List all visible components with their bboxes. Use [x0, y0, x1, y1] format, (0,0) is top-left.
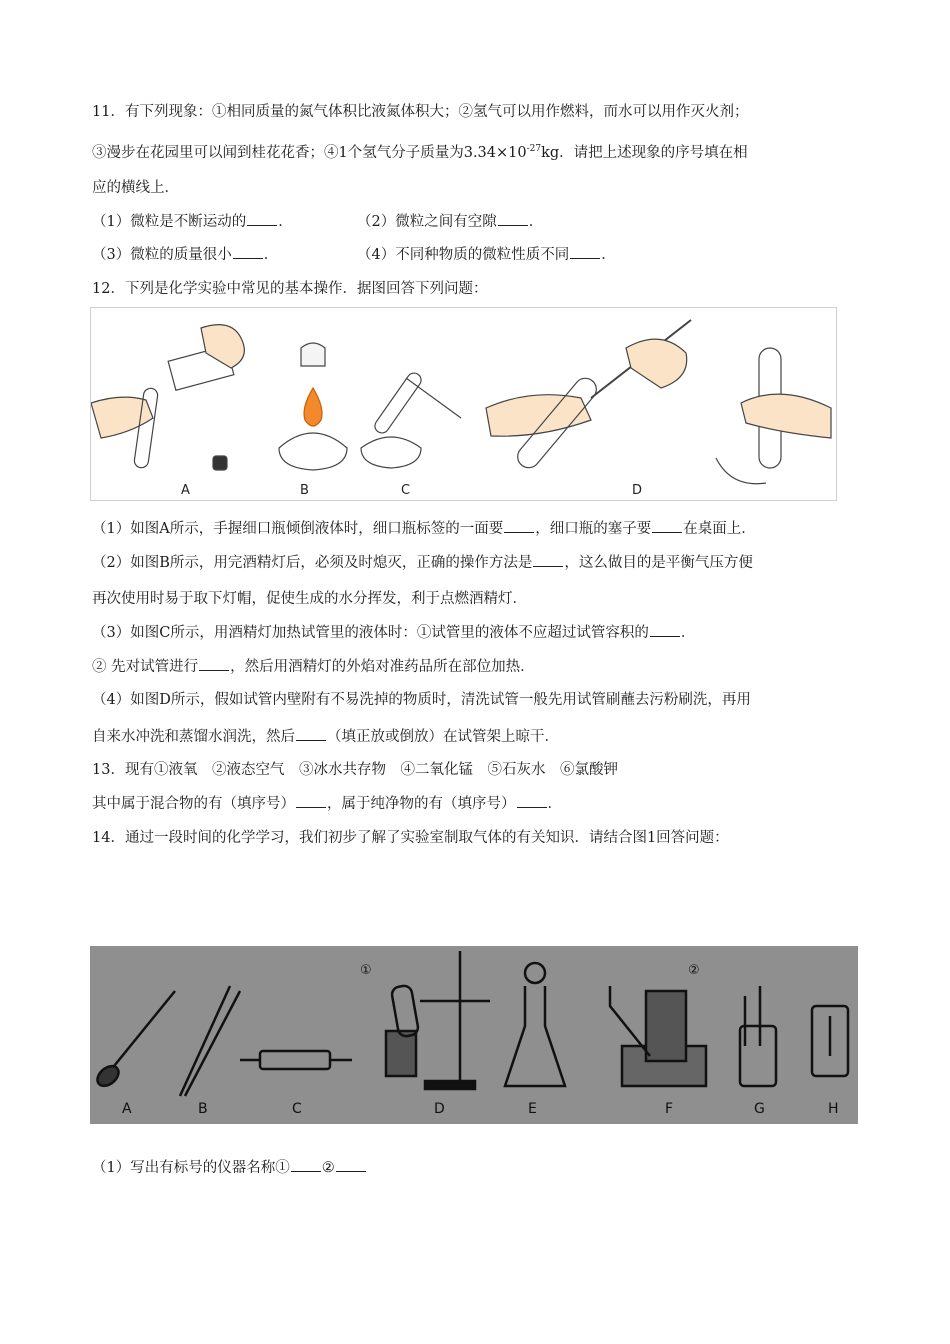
flame-icon: [304, 388, 322, 426]
answer-blank[interactable]: [570, 244, 600, 259]
q12-sub4-cont: [92, 726, 559, 747]
q11-line2-text-end: kg．请把上述现象的序号填在相: [541, 145, 748, 161]
q11-part2-end: ．: [528, 214, 544, 230]
q12-sub2-text-end: ，这么做目的是平衡气压方便: [564, 555, 753, 571]
answer-blank[interactable]: [296, 726, 326, 741]
q12-sub3-end: ．: [680, 625, 696, 641]
lab-operations-illustration: [91, 308, 836, 500]
q11-part1-end: ．: [278, 214, 293, 230]
hand-icon: [626, 339, 687, 388]
q11-part2-text: （2）微粒之间有空隙: [357, 214, 497, 230]
q12-sub3-cont: [92, 656, 535, 677]
test-tube-icon: [391, 985, 419, 1038]
figure-label: D: [632, 483, 643, 498]
answer-blank[interactable]: [504, 518, 534, 533]
answer-blank[interactable]: [233, 244, 263, 259]
q11-line3: 应的横线上．: [92, 180, 179, 196]
answer-blank[interactable]: [247, 211, 277, 226]
q12-sub1-text: （1）如图A所示，手握细口瓶倾倒液体时，细口瓶标签的一面要: [92, 521, 504, 537]
q11-part4: [357, 244, 616, 265]
q13-line2: [92, 793, 562, 814]
figure-label: E: [528, 1101, 537, 1117]
q14-sub1: [92, 1157, 367, 1178]
spoon-icon: [110, 991, 175, 1071]
alcohol-lamp-icon: [386, 1031, 416, 1076]
q12-sub3-text: （3）如图C所示，用酒精灯加热试管里的液体时：①试管里的液体不应超过试管容积的: [92, 625, 649, 641]
figure-label: C: [401, 483, 411, 498]
figure-label: F: [665, 1101, 674, 1117]
syringe-icon: [260, 1051, 330, 1069]
answer-blank[interactable]: [336, 1157, 366, 1172]
q14-sub1-text: （1）写出有标号的仪器名称①: [92, 1160, 290, 1176]
q11-part4-text: （4）不同种物质的微粒性质不同: [357, 247, 570, 263]
q11-part4-end: ．: [601, 247, 616, 263]
q14-title: 14．通过一段时间的化学学习，我们初步了解了实验室制取气体的有关知识．请结合图1回答问题：: [92, 830, 729, 846]
q13-line2-text-mid: ，属于纯净物的有（填序号）: [327, 796, 516, 812]
alcohol-lamp-icon: [361, 437, 421, 468]
figure-label: B: [198, 1101, 208, 1117]
figure-label: G: [754, 1101, 765, 1117]
answer-blank[interactable]: [291, 1157, 321, 1172]
lab-operations-figure: [90, 307, 837, 501]
q12-sub2: [92, 552, 753, 573]
q14-sub1-text-mid: ②: [321, 1160, 335, 1176]
q12-sub1: [92, 518, 756, 539]
answer-blank[interactable]: [533, 552, 563, 567]
answer-blank[interactable]: [517, 793, 547, 808]
figure-label: H: [828, 1101, 839, 1117]
tweezers-icon: [180, 986, 240, 1096]
q11-line1: 11．有下列现象：①相同质量的氮气体积比液氮体积大；②氢气可以用作燃料，而水可以用作灭火剂；: [92, 104, 749, 120]
gas-jar-icon: [646, 991, 686, 1061]
hand-icon: [201, 325, 244, 368]
shake-arrow-icon: [716, 458, 766, 484]
answer-blank[interactable]: [498, 211, 528, 226]
q12-sub3-cont-end: ，然后用酒精灯的外焰对准药品所在部位加热．: [230, 659, 535, 675]
q12-sub2-cont: 再次使用时易于取下灯帽，促使生成的水分挥发，利于点燃酒精灯．: [92, 591, 527, 607]
tube-holder-icon: [406, 378, 461, 418]
q12-sub1-text-end: 在桌面上．: [683, 521, 756, 537]
answer-blank[interactable]: [652, 518, 682, 533]
q12-sub4: （4）如图D所示，假如试管内壁附有不易洗掉的物质时，清洗试管一般先用试管刷蘸去污粉刷洗，再用: [92, 692, 751, 708]
q12-sub2-text: （2）如图B所示，用完酒精灯后，必须及时熄灭，正确的操作方法是: [92, 555, 533, 571]
conical-flask-icon: [505, 986, 565, 1086]
q11-part1-text: （1）微粒是不断运动的: [92, 214, 247, 230]
q11-part1: [92, 211, 293, 232]
q11-part3-text: （3）微粒的质量很小: [92, 247, 232, 263]
figure-label: B: [300, 483, 309, 498]
answer-blank[interactable]: [296, 793, 326, 808]
q13-line2-end: ．: [547, 796, 562, 812]
lab-apparatus-illustration: [90, 946, 858, 1124]
apparatus-mark-2: ②: [688, 963, 700, 978]
lab-apparatus-figure: [90, 946, 858, 1124]
bottle-stopper-icon: [213, 456, 227, 470]
q12-title: 12．下列是化学实验中常见的基本操作．据图回答下列问题：: [92, 281, 488, 297]
q13-line2-text: 其中属于混合物的有（填序号）: [92, 796, 295, 812]
q12-sub4-text: 自来水冲洗和蒸馏水润洗，然后: [92, 729, 295, 745]
q11-part2: [357, 211, 543, 232]
answer-blank[interactable]: [650, 622, 680, 637]
q11-exponent: -27: [526, 144, 542, 154]
q11-part3-end: ．: [263, 247, 279, 263]
hand-icon: [91, 397, 153, 438]
figure-label: D: [434, 1101, 445, 1117]
hand-icon: [486, 395, 591, 437]
q12-sub3: [92, 622, 695, 643]
funnel-icon: [525, 963, 545, 983]
q11-line2: [92, 139, 748, 163]
q11-line2-text: ③漫步在花园里可以闻到桂花花香；④1个氢气分子质量为3.34×10: [92, 145, 527, 161]
hand-icon: [741, 394, 831, 438]
q12-sub3-cont-text: ② 先对试管进行: [92, 659, 199, 675]
q11-part3: [92, 244, 278, 265]
q12-sub4-end: （填正放或倒放）在试管架上晾干．: [327, 729, 559, 745]
q13-line1: 13．现有①液氧 ②液态空气 ③冰水共存物 ④二氧化锰 ⑤石灰水 ⑥氯酸钾: [92, 762, 618, 778]
lamp-cap-icon: [301, 343, 325, 366]
apparatus-mark-1: ①: [360, 963, 372, 978]
figure-label: C: [292, 1101, 302, 1117]
answer-blank[interactable]: [199, 656, 229, 671]
figure-label: A: [181, 483, 190, 498]
figure-label: A: [122, 1101, 132, 1117]
q12-sub1-text-mid: ，细口瓶的塞子要: [535, 521, 652, 537]
test-tube-icon: [372, 370, 424, 435]
alcohol-lamp-icon: [279, 433, 347, 470]
